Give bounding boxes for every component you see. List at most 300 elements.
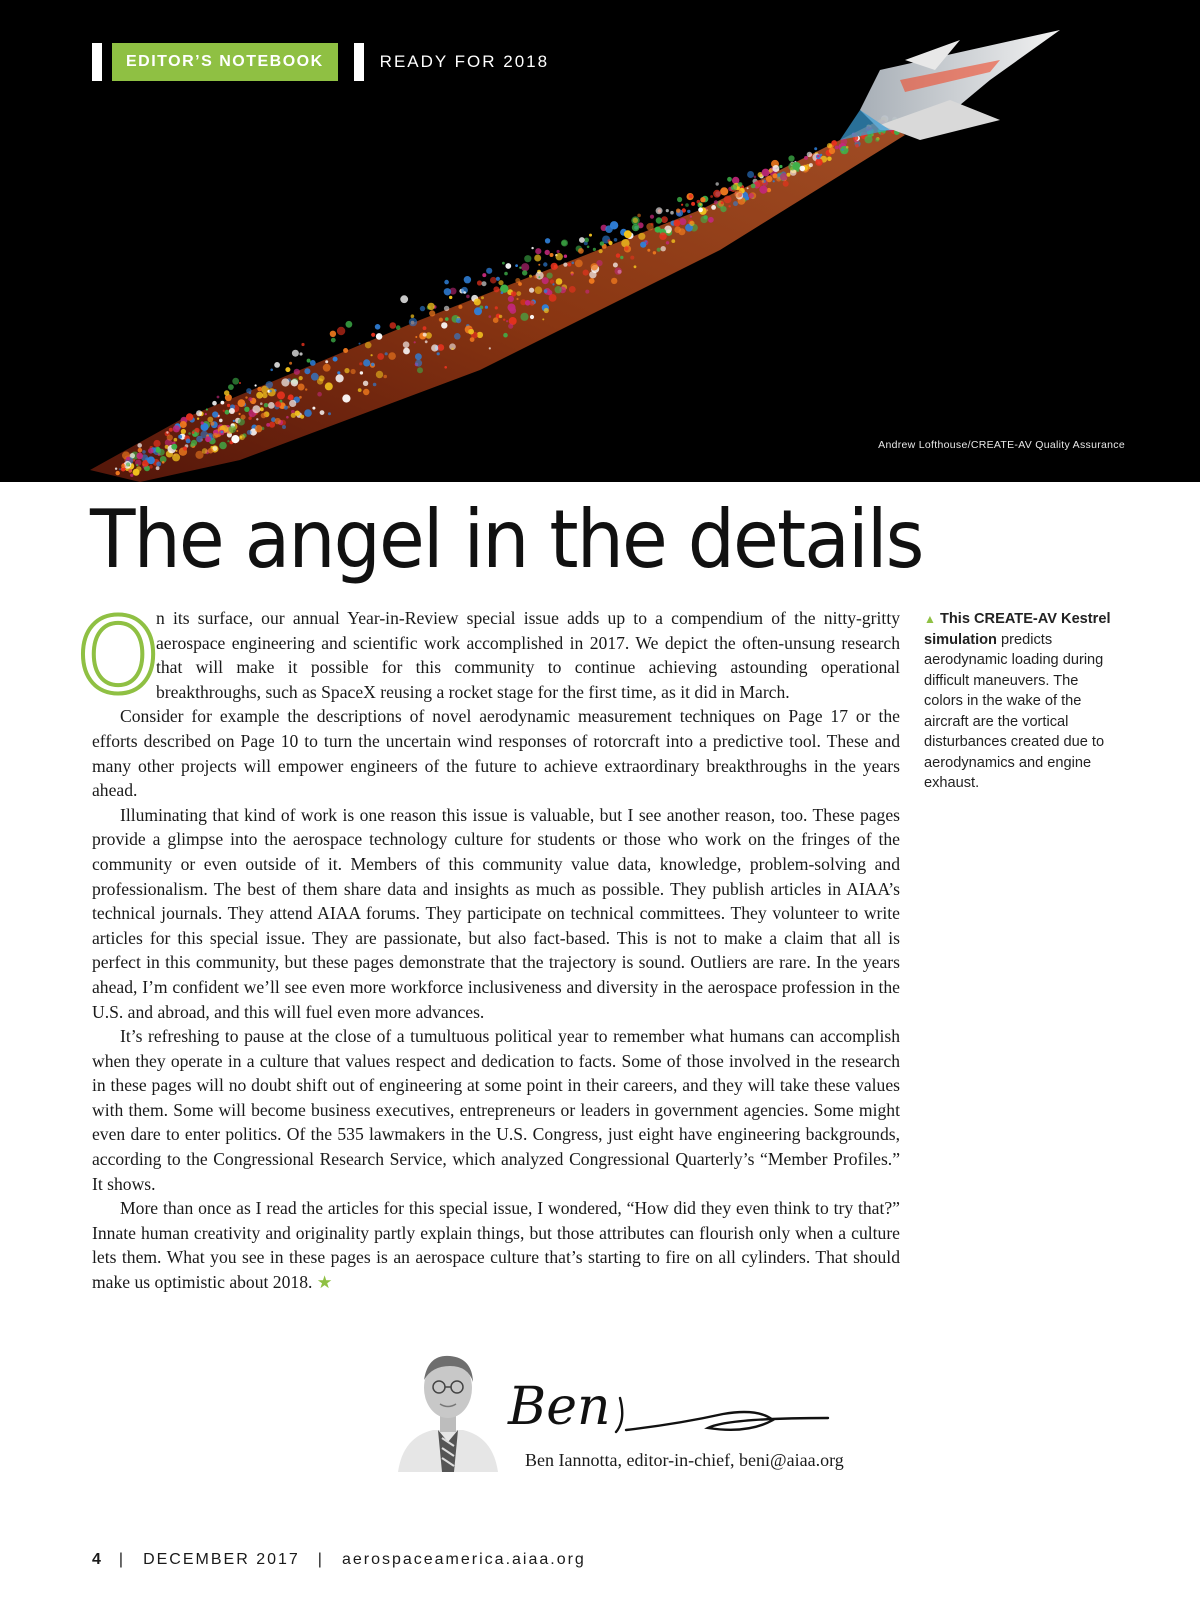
vortex-speckle — [579, 237, 585, 243]
vortex-speckle — [585, 290, 589, 294]
vortex-speckle — [275, 401, 281, 407]
vortex-speckle — [196, 410, 202, 416]
vortex-speckle — [411, 314, 415, 318]
vortex-speckle — [550, 253, 554, 257]
vortex-speckle — [718, 201, 724, 207]
drop-cap — [77, 595, 159, 717]
vortex-speckle — [320, 410, 325, 415]
vortex-speckle — [319, 375, 325, 381]
vortex-speckle — [615, 267, 622, 274]
vortex-speckle — [630, 256, 634, 260]
image-caption — [924, 609, 1114, 794]
vortex-speckle — [482, 273, 486, 277]
vortex-speckle — [454, 333, 461, 340]
last-paragraph-text: More than once as I read the articles for this special issue, I wondered, “How did they even think to try that?” Innate human creativity and originality partly explain things, but those attributes can flourish only when a culture lets them. What you see in these pages is an aerospace culture that’s starting to fire on all cylinders. That should make us optimistic about 2018. — [92, 1198, 900, 1293]
vortex-speckle — [239, 413, 241, 415]
vortex-speckle — [505, 263, 511, 269]
vortex-speckle — [360, 371, 363, 374]
vortex-speckle — [875, 138, 879, 142]
vortex-speckle — [474, 307, 482, 315]
vortex-speckle — [133, 469, 140, 476]
vortex-speckle — [299, 376, 303, 380]
vortex-speckle — [171, 444, 177, 450]
vortex-speckle — [670, 211, 674, 215]
vortex-speckle — [489, 347, 491, 349]
vortex-speckle — [720, 187, 728, 195]
vortex-speckle — [855, 144, 859, 148]
vortex-speckle — [431, 344, 438, 351]
vortex-speckle — [333, 357, 338, 362]
vortex-speckle — [589, 278, 595, 284]
vortex-speckle — [359, 343, 361, 345]
vortex-speckle — [690, 216, 692, 218]
vortex-speckle — [343, 348, 348, 353]
vortex-speckle — [661, 216, 668, 223]
drop-cap-letter: O — [77, 595, 159, 717]
hero-image — [0, 0, 1200, 482]
vortex-speckle — [449, 296, 452, 299]
vortex-speckle — [593, 248, 596, 251]
vortex-speckle — [342, 394, 350, 402]
vortex-speckle — [614, 238, 618, 242]
vortex-speckle — [634, 265, 637, 268]
vortex-speckle — [299, 352, 302, 355]
vortex-speckle — [482, 281, 487, 286]
vortex-speckle — [508, 304, 516, 312]
vortex-speckle — [208, 448, 214, 454]
vortex-speckle — [444, 366, 447, 369]
vortex-speckle — [815, 158, 822, 165]
vortex-speckle — [511, 291, 516, 296]
vortex-speckle — [499, 315, 502, 318]
vortex-speckle — [365, 342, 372, 349]
vortex-speckle — [363, 359, 370, 366]
vortex-speckle — [552, 283, 554, 285]
vortex-speckle — [137, 443, 142, 448]
vortex-speckle — [232, 378, 239, 385]
vortex-speckle — [256, 392, 263, 399]
vortex-speckle — [676, 209, 680, 213]
vortex-speckle — [229, 426, 236, 433]
vortex-speckle — [147, 456, 155, 464]
signature-name: Ben — [508, 1377, 611, 1437]
footer-separator: | — [118, 1551, 126, 1568]
vortex-speckle — [788, 162, 796, 170]
vortex-speckle — [219, 419, 223, 423]
vortex-speckle — [561, 240, 567, 246]
vortex-speckle — [835, 146, 839, 150]
vortex-speckle — [227, 404, 230, 407]
vortex-speckle — [328, 412, 331, 415]
vortex-speckle — [632, 224, 640, 232]
editor-portrait — [398, 1342, 498, 1472]
vortex-speckle — [274, 362, 280, 368]
vortex-speckle — [788, 155, 794, 161]
vortex-speckle — [358, 388, 362, 392]
vortex-speckle — [156, 462, 161, 467]
vortex-speckle — [708, 217, 714, 223]
vortex-speckle — [780, 173, 788, 181]
vortex-speckle — [156, 466, 160, 470]
vortex-speckle — [437, 352, 440, 355]
vortex-speckle — [223, 410, 225, 412]
vortex-speckle — [121, 464, 125, 468]
vortex-speckle — [681, 204, 683, 206]
vortex-speckle — [337, 371, 340, 374]
vortex-speckle — [508, 324, 513, 329]
vortex-speckle — [620, 256, 623, 259]
vortex-speckle — [564, 255, 567, 258]
vortex-speckle — [611, 278, 617, 284]
vortex-speckle — [373, 383, 377, 387]
vortex-speckle — [330, 331, 336, 337]
vortex-speckle — [521, 263, 529, 271]
vortex-speckle — [129, 469, 132, 472]
vortex-speckle — [201, 421, 204, 424]
footer-separator: | — [317, 1551, 324, 1568]
vortex-speckle — [444, 288, 451, 295]
article-body — [77, 595, 900, 1295]
tag-divider — [354, 43, 364, 81]
vortex-speckle — [388, 352, 396, 360]
vortex-speckle — [188, 432, 191, 435]
vortex-speckle — [530, 315, 534, 319]
caption-text: predicts aerodynamic loading during difficult maneuvers. The colors in the wake of the aircraft are the vortical disturbances created due to aerodynamics and engine exhaust. — [924, 631, 1105, 791]
vortex-speckle — [311, 373, 319, 381]
vortex-speckle — [769, 168, 773, 172]
vortex-speckle — [317, 392, 322, 397]
vortex-speckle — [236, 430, 238, 432]
vortex-speckle — [252, 405, 260, 413]
vortex-speckle — [261, 413, 267, 419]
vortex-speckle — [842, 149, 844, 151]
vortex-speckle — [390, 322, 397, 329]
section-tag: EDITOR’S NOTEBOOK — [112, 43, 338, 81]
vortex-speckle — [800, 166, 806, 172]
vortex-speckle — [205, 413, 207, 415]
vortex-speckle — [371, 354, 373, 356]
vortex-speckle — [490, 277, 497, 284]
vortex-speckle — [136, 464, 138, 466]
vortex-speckle — [415, 360, 422, 367]
vortex-speckle — [563, 263, 567, 267]
vortex-speckle — [516, 291, 521, 296]
vortex-speckle — [783, 181, 789, 187]
vortex-speckle — [417, 367, 423, 373]
vortex-speckle — [282, 425, 286, 429]
vortex-speckle — [747, 171, 754, 178]
vortex-speckle — [535, 286, 543, 294]
vortex-speckle — [817, 155, 820, 158]
vortex-speckle — [375, 324, 381, 330]
vortex-speckle — [496, 277, 500, 281]
vortex-speckle — [178, 435, 182, 439]
vortex-speckle — [671, 239, 675, 243]
vortex-speckle — [831, 140, 837, 146]
vortex-speckle — [245, 396, 247, 398]
vortex-speckle — [656, 217, 662, 223]
vortex-speckle — [466, 295, 470, 299]
vortex-speckle — [351, 369, 356, 374]
vortex-speckle — [445, 317, 449, 321]
vortex-speckle — [167, 435, 173, 441]
vortex-speckle — [231, 435, 239, 443]
vortex-speckle — [284, 406, 288, 410]
vortex-speckle — [657, 248, 661, 252]
vortex-speckle — [727, 177, 732, 182]
vortex-speckle — [427, 303, 434, 310]
vortex-speckle — [698, 207, 703, 212]
vortex-speckle — [173, 425, 180, 432]
vortex-speckle — [444, 306, 449, 311]
vortex-speckle — [301, 343, 304, 346]
vortex-speckle — [323, 364, 331, 372]
vortex-speckle — [633, 218, 638, 223]
vortex-speckle — [608, 241, 612, 245]
vortex-speckle — [477, 280, 482, 285]
vortex-speckle — [571, 273, 574, 276]
vortex-speckle — [748, 193, 754, 199]
vortex-speckle — [549, 294, 557, 302]
article-paragraph: Consider for example the descriptions of novel aerodynamic measurement techniques on Page 17 or the efforts described on Page 10 to turn the uncertain wind responses of rotorcraft into a predictive tool. These and many other projects will empower engineers of the future to achieve extraordinary breakthroughs in the years ahead. — [92, 706, 900, 801]
vortex-speckle — [578, 248, 584, 254]
vortex-speckle — [720, 206, 726, 212]
vortex-speckle — [331, 338, 336, 343]
vortex-speckle — [489, 315, 492, 318]
vortex-speckle — [255, 425, 262, 432]
first-paragraph-text: n its surface, our annual Year-in-Review special issue adds up to a compendium of the nitty-gritty aerospace engineering and scientific work accomplished in 2017. We depict the often-unsung research that will make it possible for this community to continue achieving astounding operational breakthroughs, such as SpaceX reusing a rocket stage for the first time, as it did in March. — [156, 608, 900, 702]
article-paragraph: Illuminating that kind of work is one reason this issue is valuable, but I see another reason, too. These pages provide a glimpse into the aerospace technology culture for students or those who work on the fringes of the community or even outside of it. Members of this community value data, knowledge, problem-solving and professionalism. The best of them share data and insights as much as possible. They publish articles in AIAA’s technical journals. They attend AIAA forums. They participate on technical committees. They volunteer to write articles for this special issue. They are passionate, but also fact-based. This is not to make a claim that all is perfect in this community, but these pages demonstrate that the trajectory is sound. Outliers are rare. In the years ahead, I’m confident we’ll see even more workforce inclusiveness and diversity in the aerospace profession in the U.S. and abroad, and this will fuel even more advances. — [92, 804, 900, 1022]
vortex-speckle — [116, 471, 120, 475]
vortex-speckle — [268, 402, 275, 409]
vortex-speckle — [275, 418, 281, 424]
vortex-speckle — [400, 295, 408, 303]
vortex-speckle — [762, 169, 770, 177]
vortex-speckle — [298, 384, 305, 391]
vortex-speckle — [256, 418, 258, 420]
vortex-speckle — [543, 262, 547, 266]
vortex-speckle — [138, 448, 143, 453]
vortex-speckle — [396, 325, 401, 330]
vortex-speckle — [344, 368, 349, 373]
article-headline: The angel in the details — [90, 493, 923, 586]
vortex-speckle — [260, 402, 263, 405]
vortex-speckle — [583, 270, 589, 276]
vortex-speckle — [504, 272, 508, 276]
vortex-speckle — [403, 348, 410, 355]
vortex-speckle — [501, 291, 504, 294]
page-footer — [92, 1551, 586, 1569]
vortex-speckle — [846, 146, 849, 149]
vortex-speckle — [239, 382, 241, 384]
vortex-speckle — [325, 360, 328, 363]
vortex-speckle — [291, 379, 298, 386]
vortex-speckle — [359, 362, 362, 365]
vortex-speckle — [363, 389, 369, 395]
vortex-speckle — [773, 173, 778, 178]
vortex-speckle — [714, 200, 718, 204]
vortex-speckle — [241, 415, 246, 420]
vortex-speckle — [149, 465, 153, 469]
vortex-speckle — [304, 409, 312, 417]
aircraft-shape — [840, 30, 1060, 140]
vortex-speckle — [481, 296, 484, 299]
vortex-speckle — [610, 221, 618, 229]
vortex-speckle — [677, 197, 682, 202]
vortex-speckle — [520, 313, 528, 321]
vortex-speckle — [423, 326, 427, 330]
vortex-speckle — [289, 400, 296, 407]
vortex-speckle — [292, 350, 299, 357]
vortex-speckle — [249, 414, 252, 417]
vortex-speckle — [212, 401, 217, 406]
vortex-speckle — [525, 300, 531, 306]
vortex-speckle — [661, 246, 666, 251]
vortex-speckle — [248, 397, 252, 401]
vortex-speckle — [468, 329, 474, 335]
vortex-speckle — [773, 180, 775, 182]
vortex-speckle — [197, 418, 199, 420]
vortex-speckle — [531, 247, 533, 249]
vortex-speckle — [425, 340, 428, 343]
vortex-speckle — [196, 436, 203, 443]
vortex-speckle — [515, 264, 518, 267]
vortex-speckle — [158, 449, 165, 456]
vortex-speckle — [244, 407, 249, 412]
vortex-speckle — [162, 461, 165, 464]
vortex-speckle — [119, 468, 121, 470]
vortex-speckle — [762, 180, 765, 183]
article-paragraph: It’s refreshing to pause at the close of a tumultuous political year to remember what humans can accomplish when they operate in a culture that values respect and dedication to facts. Some of those involved in the research in these pages will no doubt shift out of engineering at some point in their careers, and they will take these values with them. Some will become business executives, entrepreneurs or leaders in government agencies. Some might even dare to enter politics. Of the 535 lawmakers in the U.S. Congress, just eight have engineering backgrounds, according to the Congressional Research Service, which analyzed Congressional Quarterly’s “Member Profiles.” It shows. — [92, 1026, 900, 1194]
vortex-speckle — [569, 286, 576, 293]
vortex-speckle — [751, 184, 756, 189]
vortex-speckle — [547, 273, 553, 279]
vortex-speckle — [556, 253, 563, 260]
vortex-speckle — [376, 333, 383, 340]
vortex-speckle — [205, 436, 211, 442]
website-link[interactable]: aerospaceamerica.aiaa.org — [341, 1551, 586, 1568]
image-credit: Andrew Lofthouse/CREATE-AV Quality Assurance — [878, 439, 1125, 451]
vortex-speckle — [568, 263, 572, 267]
vortex-speckle — [377, 353, 384, 360]
vortex-speckle — [470, 337, 475, 342]
vortex-speckle — [591, 263, 598, 270]
vortex-speckle — [289, 362, 292, 365]
vortex-speckle — [180, 421, 187, 428]
vortex-speckle — [651, 223, 654, 226]
vortex-speckle — [699, 203, 702, 206]
vortex-speckle — [414, 341, 416, 343]
vortex-speckle — [691, 202, 695, 206]
vortex-speckle — [485, 306, 488, 309]
vortex-speckle — [542, 277, 549, 284]
vortex-speckle — [126, 462, 130, 466]
vortex-speckle — [172, 453, 180, 461]
vortex-speckle — [600, 241, 604, 245]
vortex-speckle — [772, 165, 779, 172]
vortex-speckle — [524, 255, 531, 262]
vortex-speckle — [213, 433, 219, 439]
vortex-speckle — [286, 416, 289, 419]
vortex-speckle — [711, 205, 716, 210]
vortex-speckle — [703, 215, 707, 219]
vortex-speckle — [463, 291, 466, 294]
vortex-speckle — [545, 250, 550, 255]
vortex-speckle — [650, 215, 654, 219]
vortex-speckle — [336, 374, 344, 382]
vortex-speckle — [653, 251, 656, 254]
vortex-speckle — [257, 387, 262, 392]
vortex-speckle — [545, 238, 550, 243]
vortex-speckle — [126, 457, 130, 461]
vortex-speckle — [550, 280, 554, 284]
section-topic: READY FOR 2018 — [379, 52, 550, 71]
triangle-up-icon: ▲ — [924, 612, 936, 626]
vortex-speckle — [285, 367, 290, 372]
vortex-speckle — [542, 318, 544, 320]
vortex-speckle — [624, 246, 628, 250]
vortex-speckle — [458, 305, 462, 309]
vortex-speckle — [486, 268, 492, 274]
vortex-speckle — [281, 378, 289, 386]
vortex-speckle — [519, 267, 521, 269]
vortex-speckle — [437, 344, 444, 351]
vortex-speckle — [666, 209, 669, 212]
vortex-speckle — [536, 271, 544, 279]
vortex-speckle — [689, 194, 693, 198]
vortex-speckle — [415, 353, 422, 360]
vortex-speckle — [538, 276, 540, 278]
vortex-speckle — [346, 321, 353, 328]
vortex-speckle — [325, 382, 333, 390]
vortex-speckle — [115, 468, 117, 470]
vortex-speckle — [305, 388, 307, 390]
vortex-speckle — [337, 327, 345, 335]
vortex-speckle — [674, 220, 681, 227]
caption-title: This CREATE-AV Kestrel simulation — [924, 611, 1111, 648]
vortex-speckle — [451, 348, 453, 350]
vortex-speckle — [183, 446, 187, 450]
vortex-speckle — [807, 152, 812, 157]
vortex-speckle — [529, 275, 532, 278]
vortex-speckle — [169, 428, 173, 432]
vortex-speckle — [238, 399, 246, 407]
vortex-speckle — [474, 299, 481, 306]
vortex-speckle — [779, 165, 782, 168]
vortex-speckle — [734, 190, 742, 198]
vortex-speckle — [148, 448, 154, 454]
vortex-speckle — [687, 210, 690, 213]
vortex-speckle — [192, 431, 195, 434]
vortex-speckle — [136, 453, 143, 460]
vortex-speckle — [255, 384, 257, 386]
vortex-speckle — [864, 135, 872, 143]
vortex-speckle — [502, 262, 505, 265]
vortex-speckle — [555, 286, 562, 293]
vortex-speckle — [371, 363, 374, 366]
vortex-speckle — [529, 288, 534, 293]
vortex-speckle — [534, 255, 541, 262]
vortex-speckle — [710, 195, 713, 198]
vortex-speckle — [728, 205, 730, 207]
vortex-speckle — [260, 407, 264, 411]
vortex-speckle — [217, 396, 220, 399]
vortex-speckle — [312, 407, 315, 410]
vortex-speckle — [190, 443, 194, 447]
vortex-speckle — [233, 420, 235, 422]
vortex-speckle — [456, 318, 462, 324]
vortex-speckle — [277, 391, 285, 399]
